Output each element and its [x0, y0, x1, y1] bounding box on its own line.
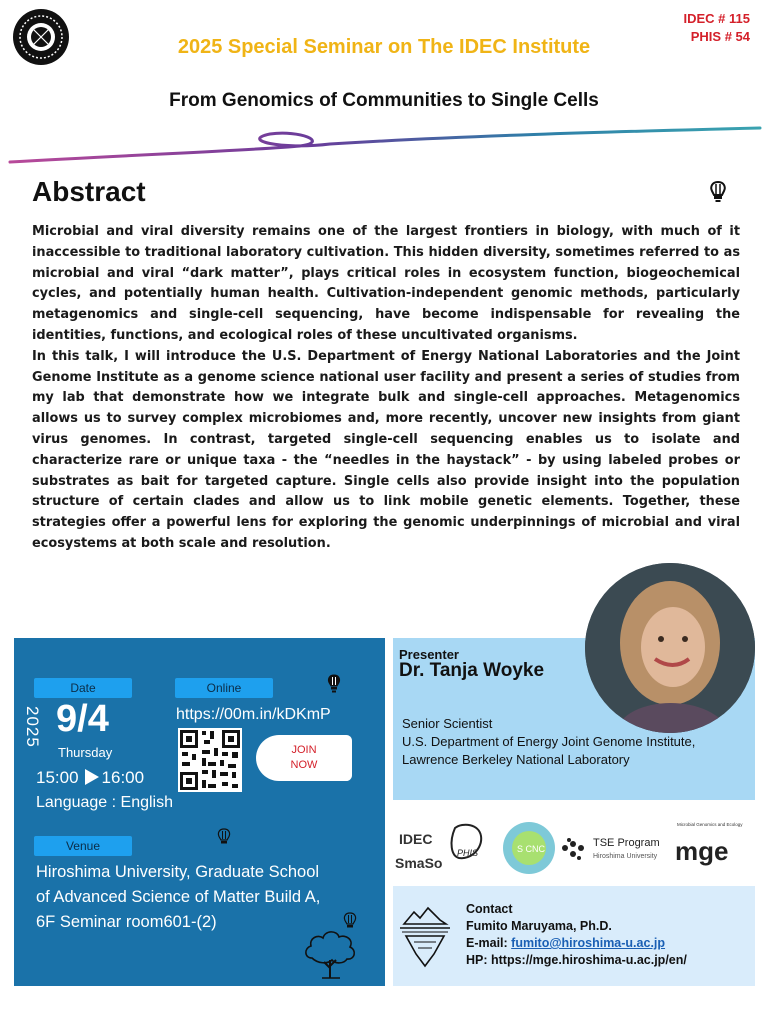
event-language: Language : English — [36, 794, 173, 811]
lightbulb-icon — [708, 180, 728, 204]
seminar-title: 2025 Special Seminar on The IDEC Institute — [177, 36, 591, 58]
join-label: JOIN — [291, 744, 317, 756]
event-time — [36, 768, 144, 788]
mge-logo: mge — [675, 836, 729, 866]
contact-homepage-link[interactable]: HP: https://mge.hiroshima-u.ac.jp/en/ — [466, 953, 687, 967]
now-label: NOW — [290, 759, 318, 771]
abstract-paragraph: In this talk, I will introduce the U.S. Department of Energy National Laboratories and the Joint Genome Institute as a genome science national user facility and present a series of studies from my lab that demonstrate how we integrate bulk and single-cell approaches. Metagenomics allows us to survey complex microbiomes and, more recently, uncover new insights from giant virus genomes. In contrast, targeted single-cell sequencing enables us to isolate and characterize rare or unique taxa - the “needles in the haystack” - by using labeled probes or substrates as bait for targeted capture. Single cells also provide insight into the population structure of certain clades and allow us to link mobile genetic elements. Together, these strategies offer a powerful lens for exploring the genomic underpinnings of microbial and viral ecosystems at both scale and resolution. — [32, 348, 740, 551]
online-url-link[interactable]: https://00m.in/kDKmP — [176, 706, 331, 723]
contact-info — [466, 901, 687, 969]
event-date: 9/4 — [56, 698, 109, 740]
contact-email-line — [466, 935, 687, 952]
abstract-body — [32, 222, 740, 555]
phis-logo: PHIS — [457, 848, 479, 858]
scnc-logo: S CNC — [517, 844, 546, 854]
presenter-photo — [585, 563, 755, 733]
presenter-label: Presenter — [399, 647, 459, 662]
iceberg-icon — [400, 906, 450, 970]
talk-title: From Genomics of Communities to Single Cells — [169, 90, 599, 111]
logo-strip — [393, 802, 755, 884]
abstract-paragraph: Microbial and viral diversity remains one of the largest frontiers in biology, with much of it inaccessible to traditional laboratory cultivation. This hidden diversity, sometimes referred to as microbial and viral “dark matter”, plays critical roles in ecosystem function, biogeochemical cycles, and potentially human health. Cultivation-independent genomic methods, particularly metagenomics and single-cell sequencing, have become indispensable for revealing the identities, functions, and ecological roles of these uncultivated organisms. — [32, 224, 740, 343]
event-weekday: Thursday — [58, 745, 113, 760]
sponsor-logos — [393, 802, 755, 884]
idec-logo: IDEC — [399, 831, 433, 847]
tse-logo: TSE Program — [593, 837, 660, 849]
idec-id: IDEC # 115 — [683, 11, 750, 26]
qr-code-icon[interactable] — [178, 728, 242, 792]
venue-address: Hiroshima University, Graduate School of Advanced Science of Matter Build A, 6F Seminar room601-(2) — [36, 863, 321, 931]
smaso-logo: SmaSo — [395, 855, 443, 871]
time-end: 16:00 — [101, 768, 145, 787]
contact-name: Fumito Maruyama, Ph.D. — [466, 919, 612, 933]
online-label: Online — [175, 678, 273, 698]
presenter-name: Dr. Tanja Woyke — [399, 660, 545, 681]
join-now-button[interactable] — [256, 735, 352, 781]
lightbulb-icon — [326, 674, 342, 694]
date-label: Date — [34, 678, 132, 698]
affiliation-line: Lawrence Berkeley National Laboratory — [402, 752, 630, 767]
mge-caption: Microbial Genomics and Ecology — [677, 822, 743, 827]
tse-logo-mark — [562, 838, 584, 860]
phis-id: PHIS # 54 — [690, 29, 750, 44]
contact-label: Contact — [466, 902, 513, 916]
email-label: E-mail: — [466, 936, 512, 950]
lightbulb-icon — [216, 828, 232, 848]
presenter-portrait-illustration — [585, 563, 755, 733]
tse-logo-sub: Hiroshima University — [593, 853, 658, 860]
event-year: 2025 — [23, 706, 42, 748]
tree-icon — [302, 924, 358, 980]
abstract-heading: Abstract — [32, 176, 146, 207]
presenter-role: Senior Scientist — [402, 716, 493, 731]
venue-label: Venue — [34, 836, 132, 856]
decorative-swoosh — [0, 120, 768, 170]
arrow-right-icon — [85, 769, 99, 785]
presenter-affiliation — [402, 715, 695, 769]
affiliation-line: U.S. Department of Energy Joint Genome Institute, — [402, 734, 696, 749]
contact-email-link[interactable]: fumito@hiroshima-u.ac.jp — [511, 936, 666, 950]
time-start: 15:00 — [36, 768, 79, 787]
